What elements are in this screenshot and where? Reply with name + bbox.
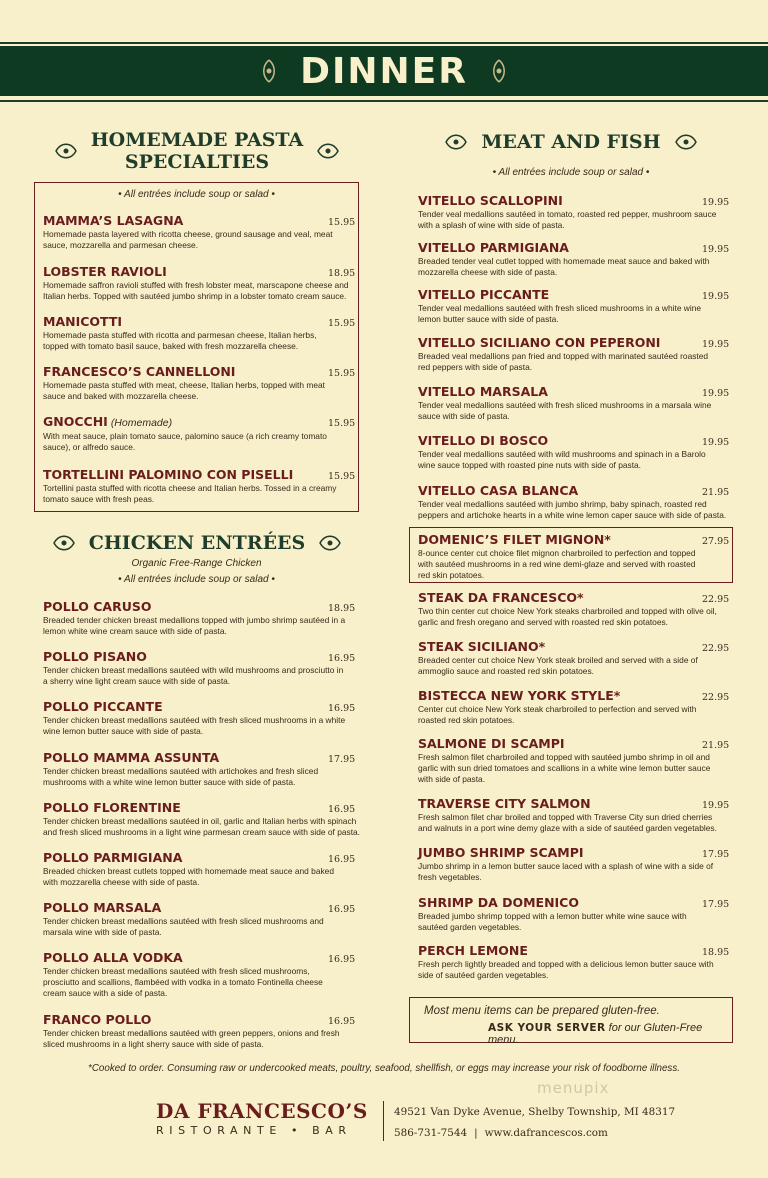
menu-item: [43, 314, 317, 352]
menu-item-description: Homemade pasta stuffed with ricotta and parmesan cheese, Italian herbs,: [43, 330, 317, 340]
menu-item-description: mozzarella cheese with side of pasta.: [418, 267, 558, 277]
menu-item-description: 8-ounce center cut choice filet mignon charbroiled to perfection and topped: [418, 548, 696, 558]
menu-item-name: [43, 314, 317, 330]
menu-item-description: Tender veal medallions sautéed in tomato, roasted red pepper, mushroom sauce: [418, 209, 717, 219]
menu-item-name-text: STEAK SICILIANO*: [418, 639, 546, 654]
meat-note: • All entrées include soup or salad •: [492, 167, 650, 178]
menu-item-description: ammoglio sauce and roasted red skin potatoes.: [418, 666, 594, 676]
menu-item-description: Tender veal medallions sautéed with wild mushrooms and spinach in a Barolo: [418, 449, 706, 459]
menu-item-description: Italian herbs. Topped with sautéed jumbo shrimp in a lobster tomato cream sauce.: [43, 291, 347, 301]
ask-server-text: ASK YOUR SERVER: [488, 1022, 606, 1034]
menu-item-name: [418, 688, 696, 704]
menu-item-price: 15.95: [328, 368, 356, 379]
menu-item-price: 16.95: [328, 904, 356, 915]
menu-item: [43, 264, 349, 302]
menu-item-description: sliced mushrooms in a light sherry sauce with side of pasta.: [43, 1039, 264, 1049]
menu-item: [418, 590, 717, 628]
menu-item-name-text: POLLO MARSALA: [43, 900, 162, 915]
menu-item-description: Two thin center cut choice New York steaks charbroiled and topped with olive oil,: [418, 606, 717, 616]
menu-item-price: 21.95: [702, 740, 730, 751]
menu-item-description: Tender chicken breast medallions sautéed with fresh sliced mushrooms in a white: [43, 715, 346, 725]
chicken-title: CHICKEN ENTRÉES: [88, 532, 306, 554]
menu-item: [43, 750, 318, 788]
menu-item-description: Fresh perch lightly breaded and topped with a delicious lemon butter sauce with: [418, 959, 714, 969]
menu-item-name: [43, 800, 360, 816]
menu-item-description: garlic and fresh oregano and served with roasted red skin potatoes.: [418, 617, 669, 627]
chicken-subtitle: Organic Free-Range Chicken: [131, 558, 262, 569]
menu-item-description: lemon white wine cream sauce with side of pasta.: [43, 626, 227, 636]
menu-item-name-text: LOBSTER RAVIOLI: [43, 264, 167, 279]
menu-item-price: 19.95: [702, 437, 730, 448]
chicken-note: • All entrées include soup or salad •: [118, 574, 275, 585]
menu-item-description: a sherry wine light cream sauce with side of pasta.: [43, 676, 231, 686]
menu-item-description: Breaded center cut choice New York steak broiled and served with a side of: [418, 655, 698, 665]
flourish-icon: [673, 129, 699, 155]
menu-item-description: Tender chicken breast medallions sautéed in oil, garlic and Italian herbs with spinach: [43, 816, 357, 826]
dinner-banner: [0, 46, 768, 96]
menu-item-description: fresh vegetables.: [418, 872, 482, 882]
gluten-free-rest: for our Gluten-Free menu.: [488, 1022, 703, 1046]
menu-item-description: sauce), or alfredo sauce.: [43, 442, 136, 452]
menu-item: [418, 240, 709, 278]
menu-item-price: 16.95: [328, 1016, 356, 1027]
menu-item-name-text: POLLO PICCANTE: [43, 699, 163, 714]
menu-item-description: Tender chicken breast medallions sautéed with wild mushrooms and prosciutto in: [43, 665, 344, 675]
menu-item: [418, 532, 695, 581]
gluten-free-line1: Most menu items can be prepared gluten-free.: [424, 1005, 660, 1017]
menu-item-name-text: VITELLO DI BOSCO: [418, 433, 549, 448]
menu-item-name: [418, 845, 713, 861]
menu-item-description: Breaded jumbo shrimp topped with a lemon butter white wine sauce with: [418, 911, 687, 921]
menu-item-description: tomato sauce with fresh peas.: [43, 494, 155, 504]
menu-item-price: 18.95: [702, 947, 730, 958]
menu-item-description: prosciutto and scallions, flambéed with vodka in a tomato Fontinella cheese: [43, 977, 323, 987]
menu-item: [43, 599, 345, 637]
menu-item-description: with sautéed mushrooms in a red wine demi-glaze and served with roasted: [418, 559, 696, 569]
menu-item-description: sauce and baked with mozzarella cheese.: [43, 391, 199, 401]
menu-item: [418, 639, 698, 677]
menu-item-description: sautéed garden vegetables.: [418, 922, 522, 932]
pasta-title-line1: HOMEMADE PASTA: [90, 129, 304, 151]
menu-item-name-text: TRAVERSE CITY SALMON: [418, 796, 591, 811]
menu-item-description: Jumbo shrimp in a lemon butter sauce laced with a splash of wine with a side of: [418, 861, 714, 871]
menu-item-name-text: SALMONE DI SCAMPI: [418, 736, 565, 751]
flourish-icon: [315, 138, 341, 164]
menu-item-name-text: POLLO PARMIGIANA: [43, 850, 183, 865]
menu-item-name: [43, 950, 323, 966]
menu-item-name: [43, 364, 325, 380]
menu-item-description: Homemade pasta layered with ricotta cheese, ground sausage and veal, meat: [43, 229, 333, 239]
menu-item: [418, 384, 711, 422]
menu-item-name: [43, 264, 349, 280]
menu-item: [418, 688, 696, 726]
menu-item-price: 15.95: [328, 217, 356, 228]
menu-item-name: [418, 483, 726, 499]
menu-item-price: 16.95: [328, 653, 356, 664]
menu-item-price: 21.95: [702, 487, 730, 498]
menu-item: [418, 287, 701, 325]
menu-item: [418, 736, 710, 785]
menu-item-price: 22.95: [702, 692, 730, 703]
menu-item-description: mushrooms with a white wine lemon butter sauce with side of pasta.: [43, 777, 296, 787]
menu-item: [418, 335, 708, 373]
menu-item-name: [418, 384, 711, 400]
menu-item-price: 18.95: [328, 603, 356, 614]
menu-item-price: 15.95: [328, 471, 356, 482]
watermark: menupix: [537, 1079, 610, 1097]
menu-item-name: [43, 467, 336, 483]
menu-item-description: lemon butter sauce with side of pasta.: [418, 314, 559, 324]
menu-item-name: [418, 287, 701, 303]
menu-item-description: Tender veal medallions sautéed with jumbo shrimp, baby spinach, roasted red: [418, 499, 707, 509]
menu-item-name-text: POLLO PISANO: [43, 649, 147, 664]
menu-item-description: sauce, mozzarella and parmesan cheese.: [43, 240, 199, 250]
menu-item-price: 18.95: [328, 268, 356, 279]
restaurant-contact: [394, 1127, 608, 1139]
menu-item-name: [418, 639, 698, 655]
menu-item-name-text: POLLO MAMMA ASSUNTA: [43, 750, 220, 765]
menu-item-name: [418, 335, 708, 351]
menu-item-description: Fresh salmon filet charbroiled and topped with sautéed jumbo shrimp in oil and: [418, 752, 710, 762]
menu-item-name: [418, 532, 695, 548]
restaurant-tagline: RISTORANTE • BAR: [156, 1124, 352, 1137]
menu-item-name-text: POLLO CARUSO: [43, 599, 152, 614]
menu-item-price: 19.95: [702, 197, 730, 208]
menu-item: [418, 943, 714, 981]
menu-item: [418, 796, 717, 834]
menu-item-description: with mozzarella cheese with side of pasta.: [43, 877, 200, 887]
menu-item-description: Homemade saffron ravioli stuffed with fresh lobster meat, marscapone cheese and: [43, 280, 349, 290]
menu-item-description: wine lemon butter sauce with side of pasta.: [43, 726, 204, 736]
menu-item-name-text: POLLO FLORENTINE: [43, 800, 181, 815]
menu-item: [43, 699, 345, 737]
menu-item-name-text: DOMENIC’S FILET MIGNON*: [418, 532, 611, 547]
menu-item-description: red peppers with side of pasta.: [418, 362, 533, 372]
menu-item-price: 27.95: [702, 536, 730, 547]
flourish-left-icon: [256, 58, 282, 84]
menu-item-description: garlic with sun dried tomatoes and scallions in a white wine lemon butter sauce: [418, 763, 711, 773]
menu-item: [418, 433, 706, 471]
menu-item-description: Tender veal medallions sautéed with fresh sliced mushrooms in a white wine: [418, 303, 702, 313]
menu-item-note: (Homemade): [110, 417, 173, 429]
menu-item-name-text: VITELLO PICCANTE: [418, 287, 550, 302]
menu-item: [43, 950, 323, 999]
menu-item-name-text: STEAK DA FRANCESCO*: [418, 590, 584, 605]
menu-item: [418, 845, 713, 883]
menu-item-price: 16.95: [328, 854, 356, 865]
menu-item: [43, 900, 324, 938]
menu-item-description: with side of pasta.: [418, 774, 486, 784]
restaurant-logo: DA FRANCESCO’S: [156, 1099, 368, 1123]
menu-item: [43, 850, 334, 888]
menu-item-description: Tender chicken breast medallions sautéed with fresh sliced mushrooms and: [43, 916, 324, 926]
menu-item-price: 22.95: [702, 594, 730, 605]
menu-item-name: [43, 213, 333, 229]
menu-item: [43, 467, 336, 505]
menu-item-name-text: MANICOTTI: [43, 314, 123, 329]
menu-item-description: Tender chicken breast medallions sautéed with artichokes and fresh sliced: [43, 766, 319, 776]
menu-item-name-text: BISTECCA NEW YORK STYLE*: [418, 688, 621, 703]
menu-item-description: Fresh salmon filet char broiled and topped with Traverse City sun dried cherries: [418, 812, 713, 822]
menu-item-name: [418, 796, 717, 812]
menu-item-description: Tender chicken breast medallions sautéed with fresh sliced mushrooms,: [43, 966, 310, 976]
menu-item: [43, 800, 360, 838]
menu-item-description: Center cut choice New York steak charbroiled to perfection and served with: [418, 704, 697, 714]
menu-item: [418, 193, 716, 231]
menu-item-name-text: PERCH LEMONE: [418, 943, 528, 958]
flourish-icon: [317, 530, 343, 556]
menu-item-name-text: GNOCCHI: [43, 414, 108, 429]
menu-item-description: Breaded tender chicken breast medallions topped with jumbo shrimp sautéed in a: [43, 615, 346, 625]
menu-item-name: [43, 1012, 340, 1028]
menu-item-name: [43, 900, 324, 916]
menu-item-description: Homemade pasta stuffed with meat, cheese, Italian herbs, topped with meat: [43, 380, 325, 390]
menu-item: [43, 213, 333, 251]
menu-item-price: 16.95: [328, 703, 356, 714]
menu-item: [43, 414, 327, 453]
menu-item-name-text: MAMMA’S LASAGNA: [43, 213, 184, 228]
menu-item-description: with a splash of wine with side of pasta.: [418, 220, 565, 230]
menu-item-name-text: VITELLO SICILIANO CON PEPERONI: [418, 335, 661, 350]
pasta-note: • All entrées include soup or salad •: [118, 189, 275, 200]
restaurant-address: 49521 Van Dyke Avenue, Shelby Township, MI 48317: [394, 1106, 676, 1118]
website-link[interactable]: www.dafrancescos.com: [484, 1127, 608, 1139]
menu-item-description: Breaded tender veal cutlet topped with homemade meat sauce and baked with: [418, 256, 710, 266]
menu-item-description: Breaded veal medallions pan fried and topped with marinated sautéed roasted: [418, 351, 709, 361]
menu-item-name-text: FRANCESCO’S CANNELLONI: [43, 364, 236, 379]
bottom-rule: [0, 100, 768, 102]
menu-title: DINNER: [300, 50, 468, 92]
flourish-icon: [53, 138, 79, 164]
meat-title: MEAT AND FISH: [481, 131, 661, 153]
menu-item-name-text: JUMBO SHRIMP SCAMPI: [418, 845, 584, 860]
gluten-free-line2: [488, 1022, 732, 1046]
menu-item-name-text: VITELLO SCALLOPINI: [418, 193, 563, 208]
contact-separator: |: [474, 1127, 478, 1139]
menu-item-price: 19.95: [702, 388, 730, 399]
menu-item-name: [43, 750, 318, 766]
menu-item-name: [418, 895, 687, 911]
menu-item-price: 16.95: [328, 954, 356, 965]
menu-item-name: [418, 736, 710, 752]
menu-item-price: 19.95: [702, 291, 730, 302]
menu-item-name-text: FRANCO POLLO: [43, 1012, 152, 1027]
menu-item: [43, 649, 343, 687]
menu-item-price: 19.95: [702, 244, 730, 255]
foodborne-warning: *Cooked to order. Consuming raw or undercooked meats, poultry, seafood, shellfish, or eggs may increase your risk of foodborne illness.: [88, 1063, 680, 1074]
menu-item-name-text: VITELLO CASA BLANCA: [418, 483, 579, 498]
menu-item-description: Tender veal medallions sautéed with fresh sliced mushrooms in a marsala wine: [418, 400, 712, 410]
flourish-right-icon: [486, 58, 512, 84]
flourish-icon: [51, 530, 77, 556]
menu-item-price: 19.95: [702, 339, 730, 350]
pasta-heading: [36, 129, 358, 173]
phone-link[interactable]: 586-731-7544: [394, 1127, 468, 1139]
menu-item-description: topped with tomato basil sauce, baked with fresh mozzarella cheese.: [43, 341, 299, 351]
menu-item-description: With meat sauce, plain tomato sauce, palomino sauce (a rich creamy tomato: [43, 431, 327, 441]
menu-item-name-text: VITELLO PARMIGIANA: [418, 240, 569, 255]
menu-item-description: and fresh sliced mushrooms in a light wine parmesan cream sauce with side of pasta.: [43, 827, 361, 837]
menu-item-name: [43, 599, 345, 615]
menu-item: [43, 364, 325, 402]
chicken-heading: [36, 530, 358, 556]
menu-item-name: [418, 943, 714, 959]
menu-item-name: [43, 414, 327, 431]
menu-item-name: [43, 850, 334, 866]
menu-item-description: roasted red skin potatoes.: [418, 715, 515, 725]
menu-item-name: [418, 433, 706, 449]
menu-item-name-text: TORTELLINI PALOMINO CON PISELLI: [43, 467, 294, 482]
flourish-icon: [443, 129, 469, 155]
footer-divider: [383, 1101, 384, 1141]
menu-item-name: [418, 240, 709, 256]
menu-item: [418, 483, 726, 521]
menu-item-description: Tender chicken breast medallions sautéed with green peppers, onions and fresh: [43, 1028, 340, 1038]
menu-item-price: 16.95: [328, 804, 356, 815]
menu-item-name: [418, 193, 716, 209]
menu-item-price: 22.95: [702, 643, 730, 654]
menu-item-description: wine sauce topped with roasted pine nuts with side of pasta.: [418, 460, 642, 470]
menu-item-name: [418, 590, 717, 606]
pasta-title-line2: SPECIALTIES: [124, 151, 270, 173]
menu-item: [418, 895, 687, 933]
menu-item-price: 15.95: [328, 418, 356, 429]
menu-item-description: Tortellini pasta stuffed with ricotta cheese and Italian herbs. Tossed in a creamy: [43, 483, 337, 493]
menu-item-description: peppers and artichoke hearts in a white wine lemon caper sauce with side of pasta.: [418, 510, 727, 520]
menu-item-description: cream sauce with a side of pasta.: [43, 988, 168, 998]
menu-item-price: 17.95: [702, 899, 730, 910]
menu-item: [43, 1012, 340, 1050]
menu-item-price: 17.95: [328, 754, 356, 765]
menu-item-description: and walnuts in a port wine demy glaze with a side of sautéed garden vegetables.: [418, 823, 717, 833]
menu-item-name-text: POLLO ALLA VODKA: [43, 950, 183, 965]
menu-item-name-text: SHRIMP DA DOMENICO: [418, 895, 579, 910]
menu-item-description: side of sautéed garden vegetables.: [418, 970, 549, 980]
menu-item-name: [43, 699, 345, 715]
gluten-free-box: [409, 997, 733, 1046]
menu-item-description: marsala wine with side of pasta.: [43, 927, 162, 937]
menu-item-description: Breaded chicken breast cutlets topped with homemade meat sauce and baked: [43, 866, 334, 876]
menu-item-price: 15.95: [328, 318, 356, 329]
menu-item-description: red skin potatoes.: [418, 570, 485, 580]
menu-item-price: 17.95: [702, 849, 730, 860]
menu-item-name-text: VITELLO MARSALA: [418, 384, 548, 399]
menu-item-description: sauce with side of pasta.: [418, 411, 510, 421]
menu-item-price: 19.95: [702, 800, 730, 811]
meat-heading: [410, 129, 732, 155]
top-rule: [0, 42, 768, 44]
menu-item-name: [43, 649, 343, 665]
